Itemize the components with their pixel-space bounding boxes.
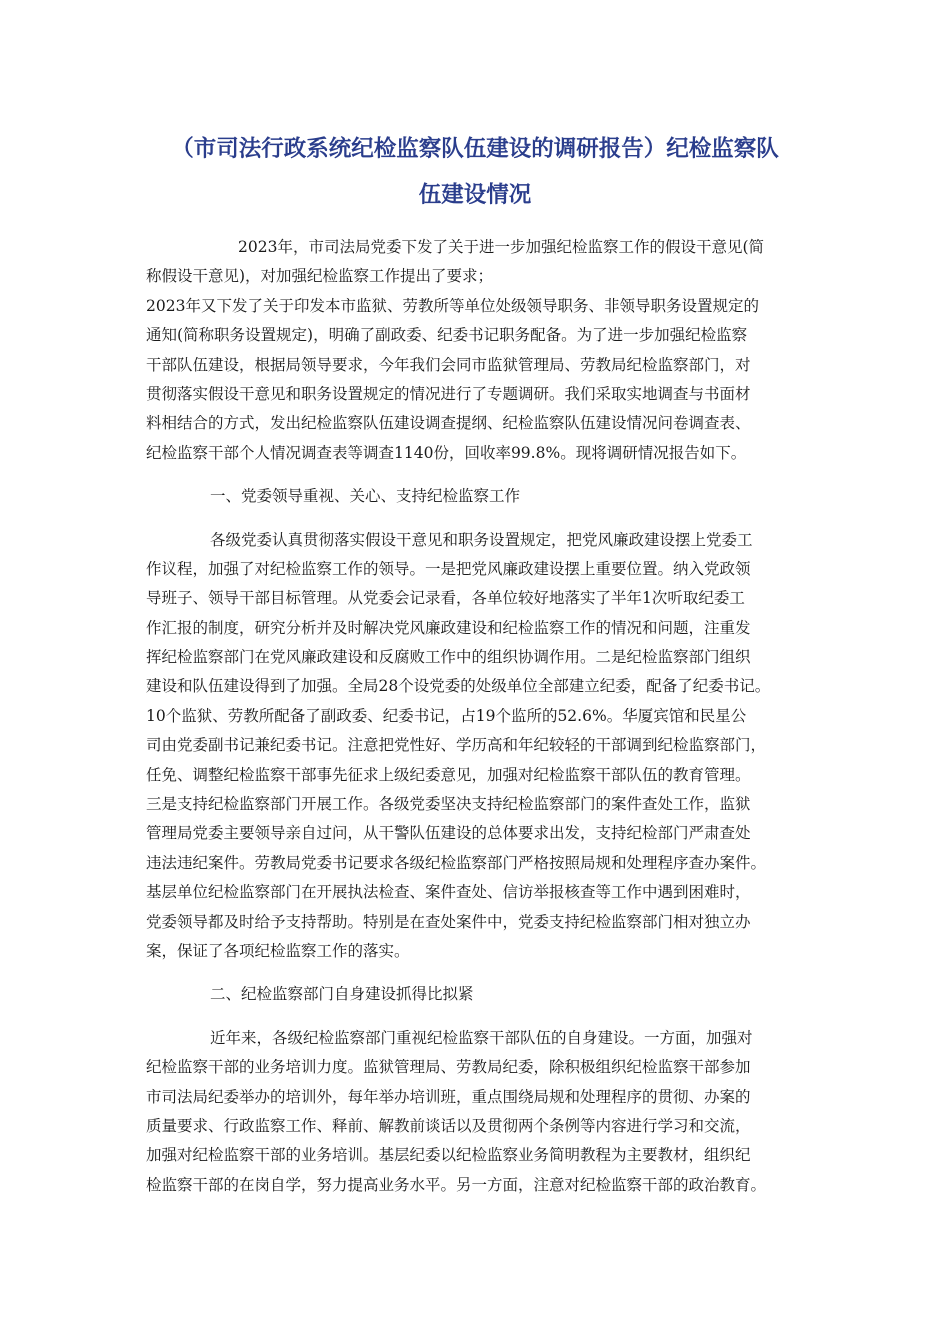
- section-1-line: 司由党委副书记兼纪委书记。注意把党性好、学历高和年纪较轻的干部调到纪检监察部门，: [146, 736, 767, 755]
- spacer: [146, 468, 816, 482]
- title-line-1: （市司法行政系统纪检监察队伍建设的调研报告）纪检监察队: [171, 136, 779, 162]
- section-1-line: 挥纪检监察部门在党风廉政建设和反腐败工作中的组织协调作用。二是纪检监察部门组织: [146, 648, 751, 667]
- section-1-line: 作议程，加强了对纪检监察工作的领导。一是把党风廉政建设摆上重要位置。纳入党政领: [146, 559, 751, 578]
- section-1-line: 基层单位纪检监察部门在开展执法检查、案件查处、信访举报核查等工作中遇到困难时，: [146, 883, 751, 902]
- document-title: [120, 126, 830, 218]
- section-2-line: 市司法局纪委举办的培训外，每年举办培训班，重点围绕局规和处理程序的贯彻、办案的: [146, 1087, 751, 1106]
- section-heading-2: 二、纪检监察部门自身建设抓得比拟紧: [210, 985, 474, 1004]
- intro-line: 通知(简称职务设置规定)，明确了副政委、纪委书记职务配备。为了进一步加强纪检监察: [146, 326, 748, 345]
- section-2-line: 纪检监察干部的业务培训力度。监狱管理局、劳教局纪委，除积极组织纪检监察干部参加: [146, 1058, 751, 1077]
- spacer: [146, 1010, 816, 1024]
- intro-line: 纪检监察干部个人情况调查表等调查1140份，回收率99.8%。现将调研情况报告如下。: [146, 443, 747, 462]
- section-2-paragraph: [146, 1024, 816, 1200]
- intro-line: 2023年，市司法局党委下发了关于进一步加强纪检监察工作的假设干意见(简: [238, 238, 764, 256]
- title-line-2: 伍建设情况: [418, 182, 532, 208]
- section-1-line: 建设和队伍建设得到了加强。全局28个设党委的处级单位全部建立纪委，配备了纪委书记。: [146, 677, 771, 696]
- section-1-line: 管理局党委主要领导亲自过问，从干警队伍建设的总体要求出发，支持纪检部门严肃查处: [146, 824, 751, 843]
- section-1-line: 党委领导都及时给予支持帮助。特别是在查处案件中，党委支持纪检监察部门相对独立办: [146, 912, 751, 931]
- section-heading-1: 一、党委领导重视、关心、支持纪检监察工作: [210, 487, 521, 506]
- section-2-line: 近年来，各级纪检监察部门重视纪检监察干部队伍的自身建设。一方面，加强对: [210, 1028, 753, 1047]
- section-1-line: 案，保证了各项纪检监察工作的落实。: [146, 941, 410, 960]
- section-1-line: 三是支持纪检监察部门开展工作。各级党委坚决支持纪检监察部门的案件查处工作，监狱: [146, 795, 751, 814]
- spacer: [146, 966, 816, 980]
- intro-line: 称假设干意见)，对加强纪检监察工作提出了要求；: [146, 267, 494, 286]
- section-1-line: 10个监狱、劳教所配备了副政委、纪委书记，占19个监所的52.6%。华厦宾馆和民星公: [146, 706, 747, 725]
- section-2-line: 质量要求、行政监察工作、释前、解教前谈话以及贯彻两个条例等内容进行学习和交流，: [146, 1116, 751, 1135]
- intro-line: 2023年又下发了关于印发本市监狱、劳教所等单位处级领导职务、非领导职务设置规定的: [146, 296, 759, 315]
- intro-line: 干部队伍建设，根据局领导要求，今年我们会同市监狱管理局、劳教局纪检监察部门，对: [146, 355, 751, 374]
- section-1-line: 违法违纪案件。劳教局党委书记要求各级纪检监察部门严格按照局规和处理程序查办案件。: [146, 853, 767, 872]
- section-2-line: 加强对纪检监察干部的业务培训。基层纪委以纪检监察业务简明教程为主要教材，组织纪: [146, 1146, 751, 1165]
- intro-line: 料相结合的方式，发出纪检监察队伍建设调查提纲、纪检监察队伍建设情况问卷调查表、: [146, 414, 751, 433]
- section-2-line: 检监察干部的在岗自学，努力提高业务水平。另一方面，注意对纪检监察干部的政治教育。: [146, 1175, 767, 1194]
- document-body: [146, 233, 816, 1200]
- section-1-paragraph: [146, 526, 816, 967]
- section-1-line: 导班子、领导干部目标管理。从党委会记录看，各单位较好地落实了半年1次听取纪委工: [146, 589, 745, 608]
- intro-line: 贯彻落实假设干意见和职务设置规定的情况进行了专题调研。我们采取实地调查与书面材: [146, 384, 751, 403]
- section-1-line: 各级党委认真贯彻落实假设干意见和职务设置规定，把党风廉政建设摆上党委工: [210, 530, 753, 549]
- section-1-line: 任免、调整纪检监察干部事先征求上级纪委意见，加强对纪检监察干部队伍的教育管理。: [146, 765, 751, 784]
- spacer: [146, 512, 816, 526]
- section-1-line: 作汇报的制度，研究分析并及时解决党风廉政建设和纪检监察工作的情况和问题，注重发: [146, 618, 751, 637]
- intro-paragraph: [146, 233, 816, 468]
